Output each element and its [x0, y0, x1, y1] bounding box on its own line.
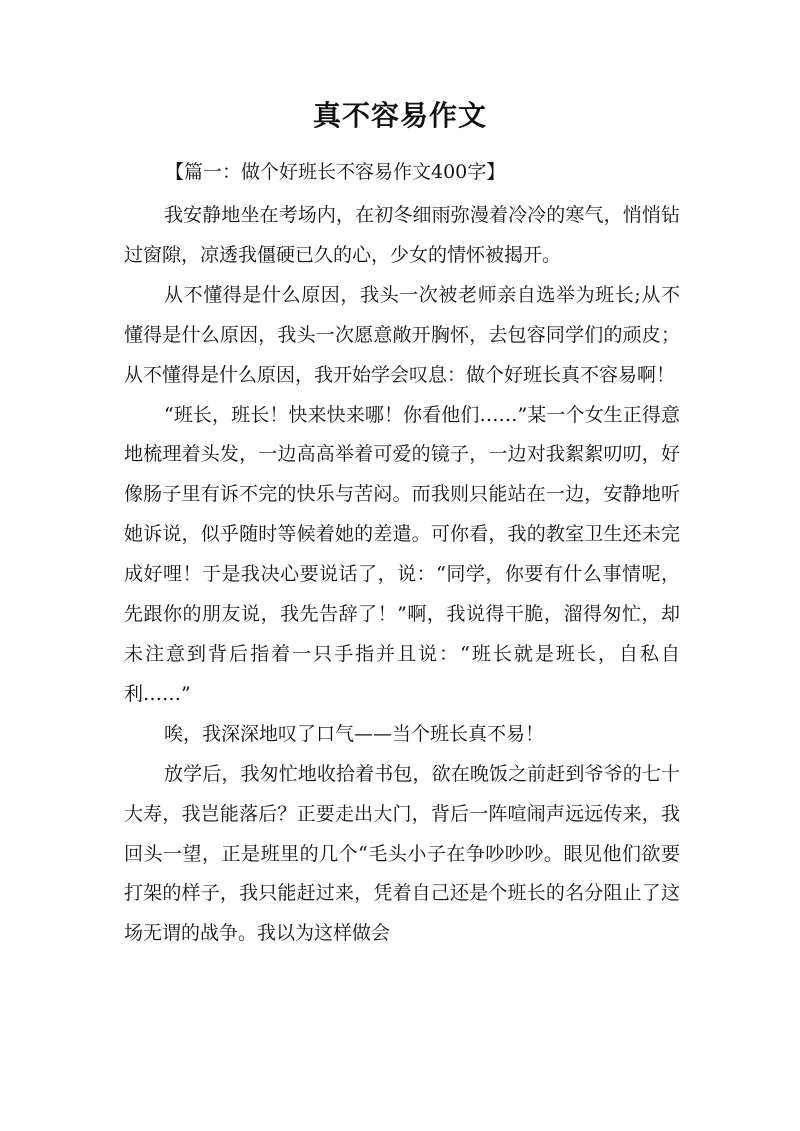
paragraph-4: 唉，我深深地叹了口气——当个班长真不易！: [164, 722, 545, 745]
section-heading: 【篇一：做个好班长不容易作文400字】: [165, 161, 506, 183]
paragraph-2: 从不懂得是什么原因，我头一次被老师亲自选举为班长;从不懂得是什么原因，我头一次愿意敞开胸怀，去包容同学们的顽皮；从不懂得是什么原因，我开始学会叹息：做个好班长真不容易啊！: [124, 283, 680, 386]
document-title: 真不容易作文: [312, 99, 487, 132]
paragraph-5: 放学后，我匆忙地收拾着书包，欲在晚饭之前赶到爷爷的七十大寿，我岂能落后？正要走出大门，背后一阵喧闹声远远传来，我回头一望，正是班里的几个“毛头小子在争吵吵吵。眼见他们欲要打架的样子，我只能赶过来，凭着自己还是个班长的名分阻止了这场无谓的战争。我以为这样做会: [124, 762, 680, 945]
paragraph-3: “班长，班长！快来快来哪！你看他们……”某一个女生正得意地梳理着头发，一边高高举着可爱的镜子，一边对我絮絮叨叨，好像肠子里有诉不完的快乐与苦闷。而我则只能站在一边，安静地听她诉说，似乎随时等候着她的差遣。可你看，我的教室卫生还未完成好哩！于是我决心要说话了，说：“同学，你要有什么事情呢，先跟你的朋友说，我先告辞了！”啊，我说得干脆，溜得匆忙，却未注意到背后指着一只手指并且说：“班长就是班长，自私自利……”: [124, 403, 680, 705]
paragraph-1: 我安静地坐在考场内，在初冬细雨弥漫着冷冷的寒气，悄悄钻过窗隙，凉透我僵硬已久的心，少女的情怀被揭开。: [124, 204, 680, 266]
article-body: [124, 196, 680, 954]
